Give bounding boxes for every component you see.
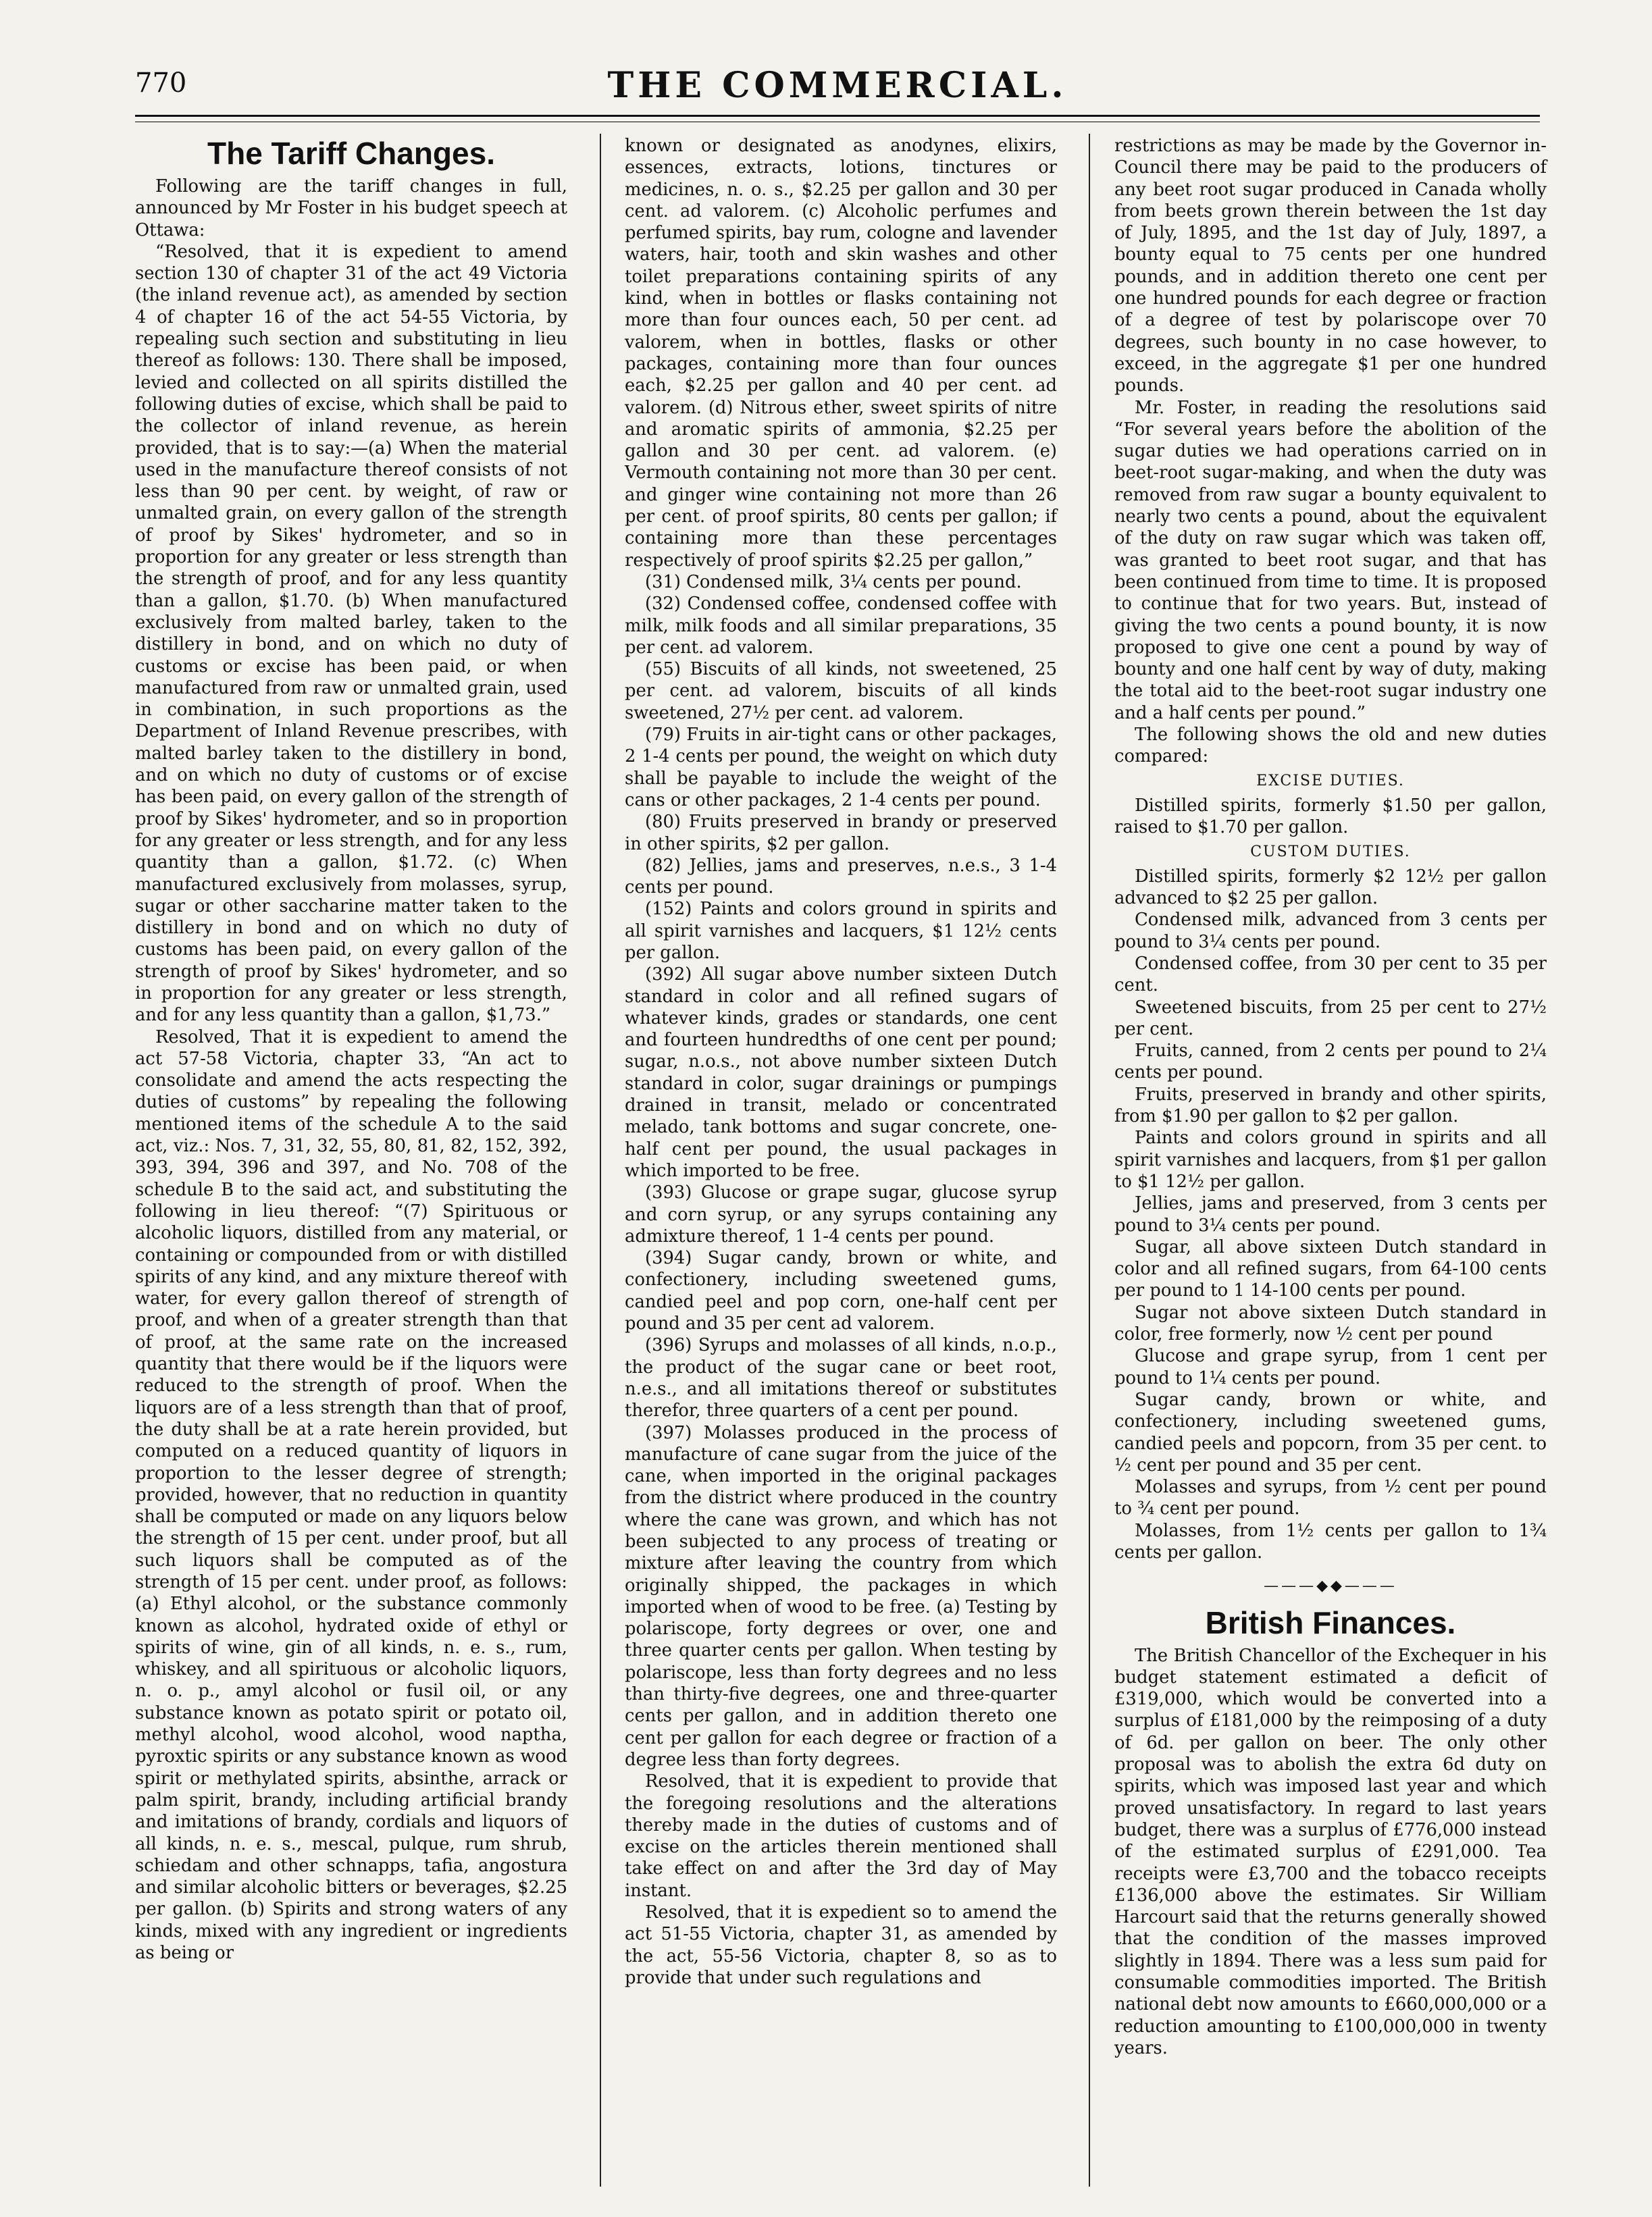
paragraph: (32) Condensed coffee, condensed coffee with milk, milk foods and all similar preparations, 35 per cent. ad valorem. <box>625 594 1057 658</box>
paragraph: Following are the tariff changes in full, announced by Mr Foster in his budget speech at Ottawa: <box>135 176 567 240</box>
masthead: THE COMMERCIAL. <box>607 65 1068 106</box>
paragraph: (55) Biscuits of all kinds, not sweetened, 25 per cent. ad valorem, biscuits of all kinds sweetened, 27½ per cent. ad valorem. <box>625 659 1057 723</box>
section-subhead: EXCISE DUTIES. <box>1256 772 1405 789</box>
paragraph: “Resolved, that it is expedient to amend section 130 of chapter 31 of the act 49 Victoria (the inland revenue act), as amended by section 4 of chapter 16 of the act 54-55 Victoria, by repealing such section and substituting in lieu thereof as follows: 130. There shall be imposed, levied and collected on all spirits distilled the following duties of excise, which shall be paid to the collector of inland revenue, as herein provided, that is to say:—(a) When the material used in the manufacture thereof consists of not less than 90 per cent. by weight, of raw or unmalted grain, on every gallon of the strength of proof by Sikes' hydrometer, and so in proportion for any greater or less strength than the strength of proof, and for any less quantity than a gallon, $1.70. (b) When manufactured exclusively from malted barley, taken to the distillery in bond, and on which no duty of customs or excise has been paid, or when manufactured from raw or unmalted grain, used in combination, in such proportions as the Department of Inland Revenue prescribes, with malted barley taken to the distillery in bond, and on which no duty of customs or of excise has been paid, on every gallon of the strength of proof by Sikes' hydrometer, and so in proportion for any greater or less strength, and for any less quantity than a gallon, $1.72. (c) When manufactured exclusively from molasses, syrup, sugar or other saccharine matter taken to the distillery in bond and on which no duty of customs has been paid, on every gallon of the strength of proof by Sikes' hydrometer, and so in proportion for any greater or less strength, and for any less quantity than a gallon, $1,73.” <box>135 241 567 1026</box>
paragraph: Resolved, that it is expedient to provide that the foregoing resolutions and the alterations thereby made in the duties of customs and of excise on the articles therein mentioned shall take effect on and after the 3rd day of May instant. <box>625 1771 1057 1901</box>
paragraph: Paints and colors ground in spirits and all spirit varnishes and lacquers, from $1 per gallon to $1 12½ per gallon. <box>1114 1128 1547 1192</box>
paragraph: (82) Jellies, jams and preserves, n.e.s., 3 1-4 cents per pound. <box>625 855 1057 898</box>
page-header <box>135 65 1540 115</box>
column-divider <box>600 134 601 2187</box>
paragraph: (394) Sugar candy, brown or white, and confectionery, including sweetened gums, candied peel and pop corn, one-half cent per pound and 35 per cent ad valorem. <box>625 1248 1057 1334</box>
paragraph: restrictions as may be made by the Governor in-Council there may be paid to the producers of any beet root sugar produced in Canada wholly from beets grown therein between the 1st day of July, 1895, and the 1st day of July, 1897, a bounty equal to 75 cents per one hundred pounds, and in addition thereto one cent per one hundred pounds for each degree or fraction of a degree of test by polariscope over 70 degrees, such bounty in no case however, to exceed, in the aggregate $1 per one hundred pounds. <box>1114 136 1547 396</box>
paragraph: Fruits, canned, from 2 cents per pound to 2¼ cents per pound. <box>1114 1041 1547 1083</box>
column-divider <box>1089 134 1090 2187</box>
paragraph: (152) Paints and colors ground in spirits and all spirit varnishes and lacquers, $1 12½ cents per gallon. <box>625 899 1057 963</box>
paragraph: (31) Condensed milk, 3¼ cents per pound. <box>645 571 1022 592</box>
paragraph: Sweetened biscuits, from 25 per cent to 27½ per cent. <box>1114 997 1547 1039</box>
column-2 <box>625 135 1057 1989</box>
paragraph: (80) Fruits preserved in brandy or preserved in other spirits, $2 per gallon. <box>625 812 1057 854</box>
section-subhead: CUSTOM DUTIES. <box>1250 843 1411 860</box>
paragraph: Molasses and syrups, from ½ cent per pound to ¾ cent per pound. <box>1114 1477 1547 1519</box>
column-1 <box>135 135 567 1964</box>
paragraph: (392) All sugar above number sixteen Dutch standard in color and all refined sugars of whatever kinds, grades or standards, one cent and fourteen hundredths of one cent per pound; sugar, n.o.s., not above number sixteen Dutch standard in color, sugar drainings or pumpings drained in transit, melado or concentrated melado, tank bottoms and sugar concrete, one-half cent per pound, the usual packages in which imported to be free. <box>625 964 1057 1181</box>
column-3 <box>1114 135 1547 2059</box>
paragraph: Condensed milk, advanced from 3 cents per pound to 3¼ cents per pound. <box>1114 910 1547 952</box>
paragraph: Distilled spirits, formerly $2 12½ per gallon advanced to $2 25 per gallon. <box>1114 866 1547 909</box>
paragraph: Glucose and grape syrup, from 1 cent per pound to 1¼ cents per pound. <box>1114 1346 1547 1388</box>
paragraph: Sugar not above sixteen Dutch standard in color, free formerly, now ½ cent per pound <box>1114 1302 1547 1345</box>
article-title-2: British Finances. <box>1205 1605 1456 1640</box>
paragraph: Resolved, That it is expedient to amend the act 57-58 Victoria, chapter 33, “An act to consolidate and amend the acts respecting the duties of customs” by repealing the following mentioned items of the schedule A to the said act, viz.: Nos. 7, 31, 32, 55, 80, 81, 82, 152, 392, 393, 394, 396 and 397, and No. 708 of the schedule B to the said act, and substituting the following in lieu thereof: “(7) Spirituous or alcoholic liquors, distilled from any material, or containing or compounded from or with distilled spirits of any kind, and any mixture thereof with water, for every gallon thereof of strength of proof, and when of a greater strength than that of proof, at the same rate on the increased quantity that there would be if the liquors were reduced to the strength of proof. When the liquors are of a less strength than that of proof, the duty shall be at a rate herein provided, but computed on a reduced quantity of liquors in proportion to the lesser degree of strength; provided, however, that no reduction in quantity shall be computed or made on any liquors below the strength of 15 per cent. under proof, but all such liquors shall be computed as of the strength of 15 per cent. under proof, as follows: (a) Ethyl alcohol, or the substance commonly known as alcohol, hydrated oxide of ethyl or spirits of wine, gin of all kinds, n. e. s., rum, whiskey, and all spirituous or alcoholic liquors, n. o. p., amyl alcohol or fusil oil, or any substance known as potato spirit or potato oil, methyl alcohol, wood alcohol, wood naptha, pyroxtic spirits or any substance known as wood spirit or methylated spirits, absinthe, arrack or palm spirit, brandy, including artificial brandy and imitations of brandy, cordials and liquors of all kinds, n. e. s., mescal, pulque, rum shrub, schiedam and other schnapps, tafia, angostura and similar alcoholic bitters or beverages, $2.25 per gallon. (b) Spirits and strong waters of any kinds, mixed with any ingredient or ingredients as being or <box>135 1026 567 1964</box>
paragraph: Resolved, that it is expedient so to amend the act 51-55 Victoria, chapter 31, as amended by the act, 55-56 Victoria, chapter 8, so as to provide that under such regulations and <box>625 1902 1057 1988</box>
paragraph: (79) Fruits in air-tight cans or other packages, 2 1-4 cents per pound, the weight on which duty shall be payable to include the weight of the cans or other packages, 2 1-4 cents per pound. <box>625 725 1057 810</box>
section-ornament: ———◆◆——— <box>1264 1577 1397 1595</box>
paragraph: Mr. Foster, in reading the resolutions said “For several years before the abolition of the sugar duties we had operations carried on in beet-root sugar-making, and when the duty was removed from raw sugar a bounty equivalent to nearly two cents a pound, about the equivalent of the duty on raw sugar which was taken off, was granted to beet root sugar, and that has been continued from time to time. It is proposed to continue that for two years. But, instead of giving the two cents a pound bounty, it is now proposed to give one cent a pound by way of bounty and one half cent by way of duty, making the total aid to the beet-root sugar industry one and a half cents per pound.” <box>1114 397 1547 723</box>
paragraph: Sugar candy, brown or white, and confectionery, including sweetened gums, candied peels and popcorn, from 35 per cent. to ½ cent per pound and 35 per cent. <box>1114 1389 1547 1476</box>
paragraph: The British Chancellor of the Exchequer in his budget statement estimated a deficit of £319,000, which would be converted into a surplus of £181,000 by the reimposing of a duty of 6d. per gallon on beer. The only other proposal was to abolish the extra 6d duty on spirits, which was imposed last year and which proved unsatisfactory. In regard to last years budget, there was a surplus of £776,000 instead of the estimated surplus of £291,000. Tea receipts were £3,700 and the tobacco receipts £136,000 above the estimates. Sir William Harcourt said that the returns generally showed that the condition of the masses improved slightly in 1894. There was a less sum paid for consumable commodities imported. The British national debt now amounts to £660,000,000 or a reduction amounting to £100,000,000 in twenty years. <box>1114 1645 1547 2058</box>
paragraph: Condensed coffee, from 30 per cent to 35 per cent. <box>1114 953 1547 996</box>
paragraph: known or designated as anodynes, elixirs, essences, extracts, lotions, tinctures or medicines, n. o. s., $2.25 per gallon and 30 per cent. ad valorem. (c) Alcoholic perfumes and perfumed spirits, bay rum, cologne and lavender waters, hair, tooth and skin washes and other toilet preparations containing spirits of any kind, when in bottles or flasks containing not more than four ounces each, 50 per cent. ad valorem, when in bottles, flasks or other packages, containing more than four ounces each, $2.25 per gallon and 40 per cent. ad valorem. (d) Nitrous ether, sweet spirits of nitre and aromatic spirits of ammonia, $2.25 per gallon and 30 per cent. ad valorem. (e) Vermouth containing not more than 30 per cent. and ginger wine containing not more than 26 per cent. of proof spirits, 80 cents per gallon; if containing more than these percentages respectively of proof spirits $2.25 per gallon,” <box>625 136 1057 571</box>
paragraph: Sugar, all above sixteen Dutch standard in color and all refined sugars, from 64-100 cents per pound to 1 14-100 cents per pound. <box>1114 1236 1547 1301</box>
paragraph: Distilled spirits, formerly $1.50 per gallon, raised to $1.70 per gallon. <box>1114 795 1547 838</box>
paragraph: (397) Molasses produced in the process of manufacture of cane sugar from the juice of the cane, when imported in the original packages from the district where produced in the country where the cane was grown, and which has not been subjected to any process of treating or mixture after leaving the country from which originally shipped, the packages in which imported when of wood to be free. (a) Testing by polariscope, forty degrees or over, one and three quarter cents per gallon. When testing by polariscope, less than forty degrees and no less than thirty-five degrees, one and three-quarter cents per gallon, and in addition thereto one cent per gallon for each degree or fraction of a degree less than forty degrees. <box>625 1422 1057 1770</box>
paragraph: (393) Glucose or grape sugar, glucose syrup and corn syrup, or any syrups containing any admixture thereof, 1 1-4 cents per pound. <box>625 1182 1057 1247</box>
paragraph: Jellies, jams and preserved, from 3 cents per pound to 3¼ cents per pound. <box>1114 1193 1547 1236</box>
page-number: 770 <box>135 68 187 99</box>
paragraph: (396) Syrups and molasses of all kinds, n.o.p., the product of the sugar cane or beet root, n.e.s., and all imitations thereof or substitutes therefor, three quarters of a cent per pound. <box>625 1335 1057 1422</box>
paragraph: Fruits, preserved in brandy and other spirits, from $1.90 per gallon to $2 per gallon. <box>1114 1084 1547 1127</box>
paragraph: Molasses, from 1½ cents per gallon to 1¾ cents per gallon. <box>1114 1520 1547 1563</box>
header-rule <box>135 115 1540 117</box>
paragraph: The following shows the old and new duties compared: <box>1114 725 1547 767</box>
article-title: The Tariff Changes. <box>207 136 495 171</box>
